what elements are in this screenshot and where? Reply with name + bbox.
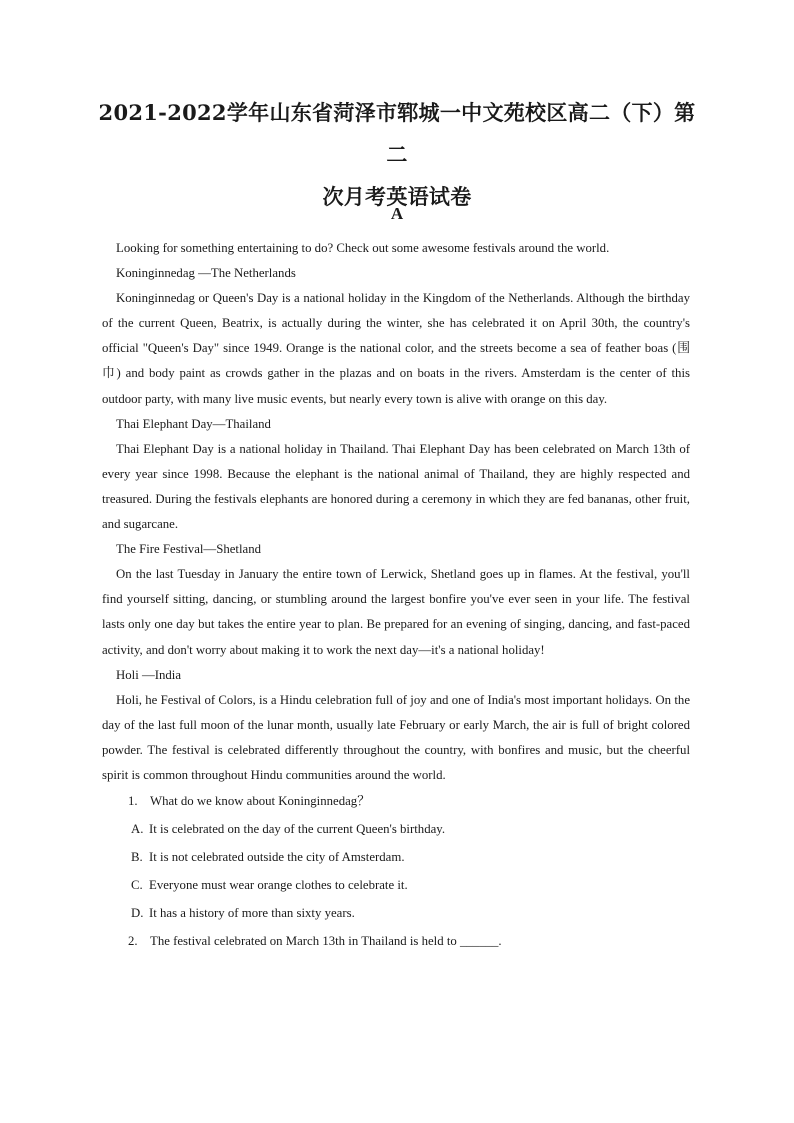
- paragraph-thai-elephant-day: Thai Elephant Day is a national holiday in Thailand. Thai Elephant Day has been celebrated on March 13th of every year since 1998. Because the elephant is the national animal of Thailand, they are highly respected and treasured. During the festivals elephants are honored during a ceremony in which they are fed bananas, other fruit, and sugarcane.: [102, 441, 690, 532]
- question-2: [102, 928, 690, 956]
- option-letter: B.: [131, 849, 143, 864]
- question-text: What do we know about Koninginnedag？: [150, 794, 370, 809]
- title-line-1: 2021-2022学年山东省菏泽市郓城一中文苑校区高二（下）第二: [98, 100, 696, 167]
- reading-passage: [102, 236, 690, 956]
- question-1-option-d[interactable]: [102, 900, 690, 928]
- option-letter: C.: [131, 877, 143, 892]
- question-1-option-c[interactable]: [102, 872, 690, 900]
- question-1: [102, 788, 690, 816]
- question-number: 2.: [128, 933, 138, 948]
- festival-heading-koninginnedag: Koninginnedag —The Netherlands: [116, 266, 296, 281]
- festival-heading-thai-elephant-day: Thai Elephant Day—Thailand: [116, 416, 271, 431]
- section-heading: A: [390, 204, 404, 223]
- option-letter: D.: [131, 905, 144, 920]
- question-number: 1.: [128, 794, 138, 809]
- question-1-option-b[interactable]: [102, 844, 690, 872]
- intro-paragraph: Looking for something entertaining to do? Check out some awesome festivals around the world.: [116, 241, 610, 255]
- paragraph-holi: Holi, he Festival of Colors, is a Hindu celebration full of joy and one of India's most important holidays. On the day of the last full moon of the lunar month, usually late February or early March, the air is full of bright colored powder. The festival is celebrated differently throughout the country, with bonfires and music, but the cheerful spirit is common throughout Hindu communities around the world.: [102, 692, 690, 782]
- option-text: Everyone must wear orange clothes to celebrate it.: [149, 877, 408, 892]
- option-text: It is not celebrated outside the city of Amsterdam.: [149, 849, 405, 864]
- question-1-option-a[interactable]: [102, 816, 690, 844]
- option-letter: A.: [131, 821, 144, 836]
- paragraph-koninginnedag: Koninginnedag or Queen's Day is a national holiday in the Kingdom of the Netherlands. Although the birthday of the current Queen, Beatrix, is actually during the winter, she has celebrated it on April 30th, the country's official "Queen's Day" since 1949. Orange is the national color, and the streets become a sea of feather boas (围巾) and body paint as crowds gather in the plazas and on boats in the rivers. Amsterdam is the center of this outdoor party, with many live music events, but nearly every town is alive with orange on this day.: [102, 291, 690, 406]
- title-line-2: 次月考英语试卷: [322, 184, 472, 209]
- question-text: The festival celebrated on March 13th in Thailand is held to ______.: [150, 933, 502, 948]
- exam-title: [90, 92, 704, 218]
- option-text: It has a history of more than sixty years.: [149, 905, 355, 920]
- festival-heading-fire-festival: The Fire Festival—Shetland: [116, 542, 262, 557]
- festival-heading-holi: Holi —India: [116, 667, 182, 682]
- paragraph-fire-festival: On the last Tuesday in January the entire town of Lerwick, Shetland goes up in flames. At the festival, you'll find yourself sitting, dancing, or stumbling around the largest bonfire you've ever seen in your life. The festival lasts only one day but takes the entire year to plan. Be prepared for an evening of singing, dancing, and fast-paced activity, and don't worry about making it to work the next day—it's a national holiday!: [102, 567, 690, 657]
- option-text: It is celebrated on the day of the current Queen's birthday.: [149, 821, 446, 836]
